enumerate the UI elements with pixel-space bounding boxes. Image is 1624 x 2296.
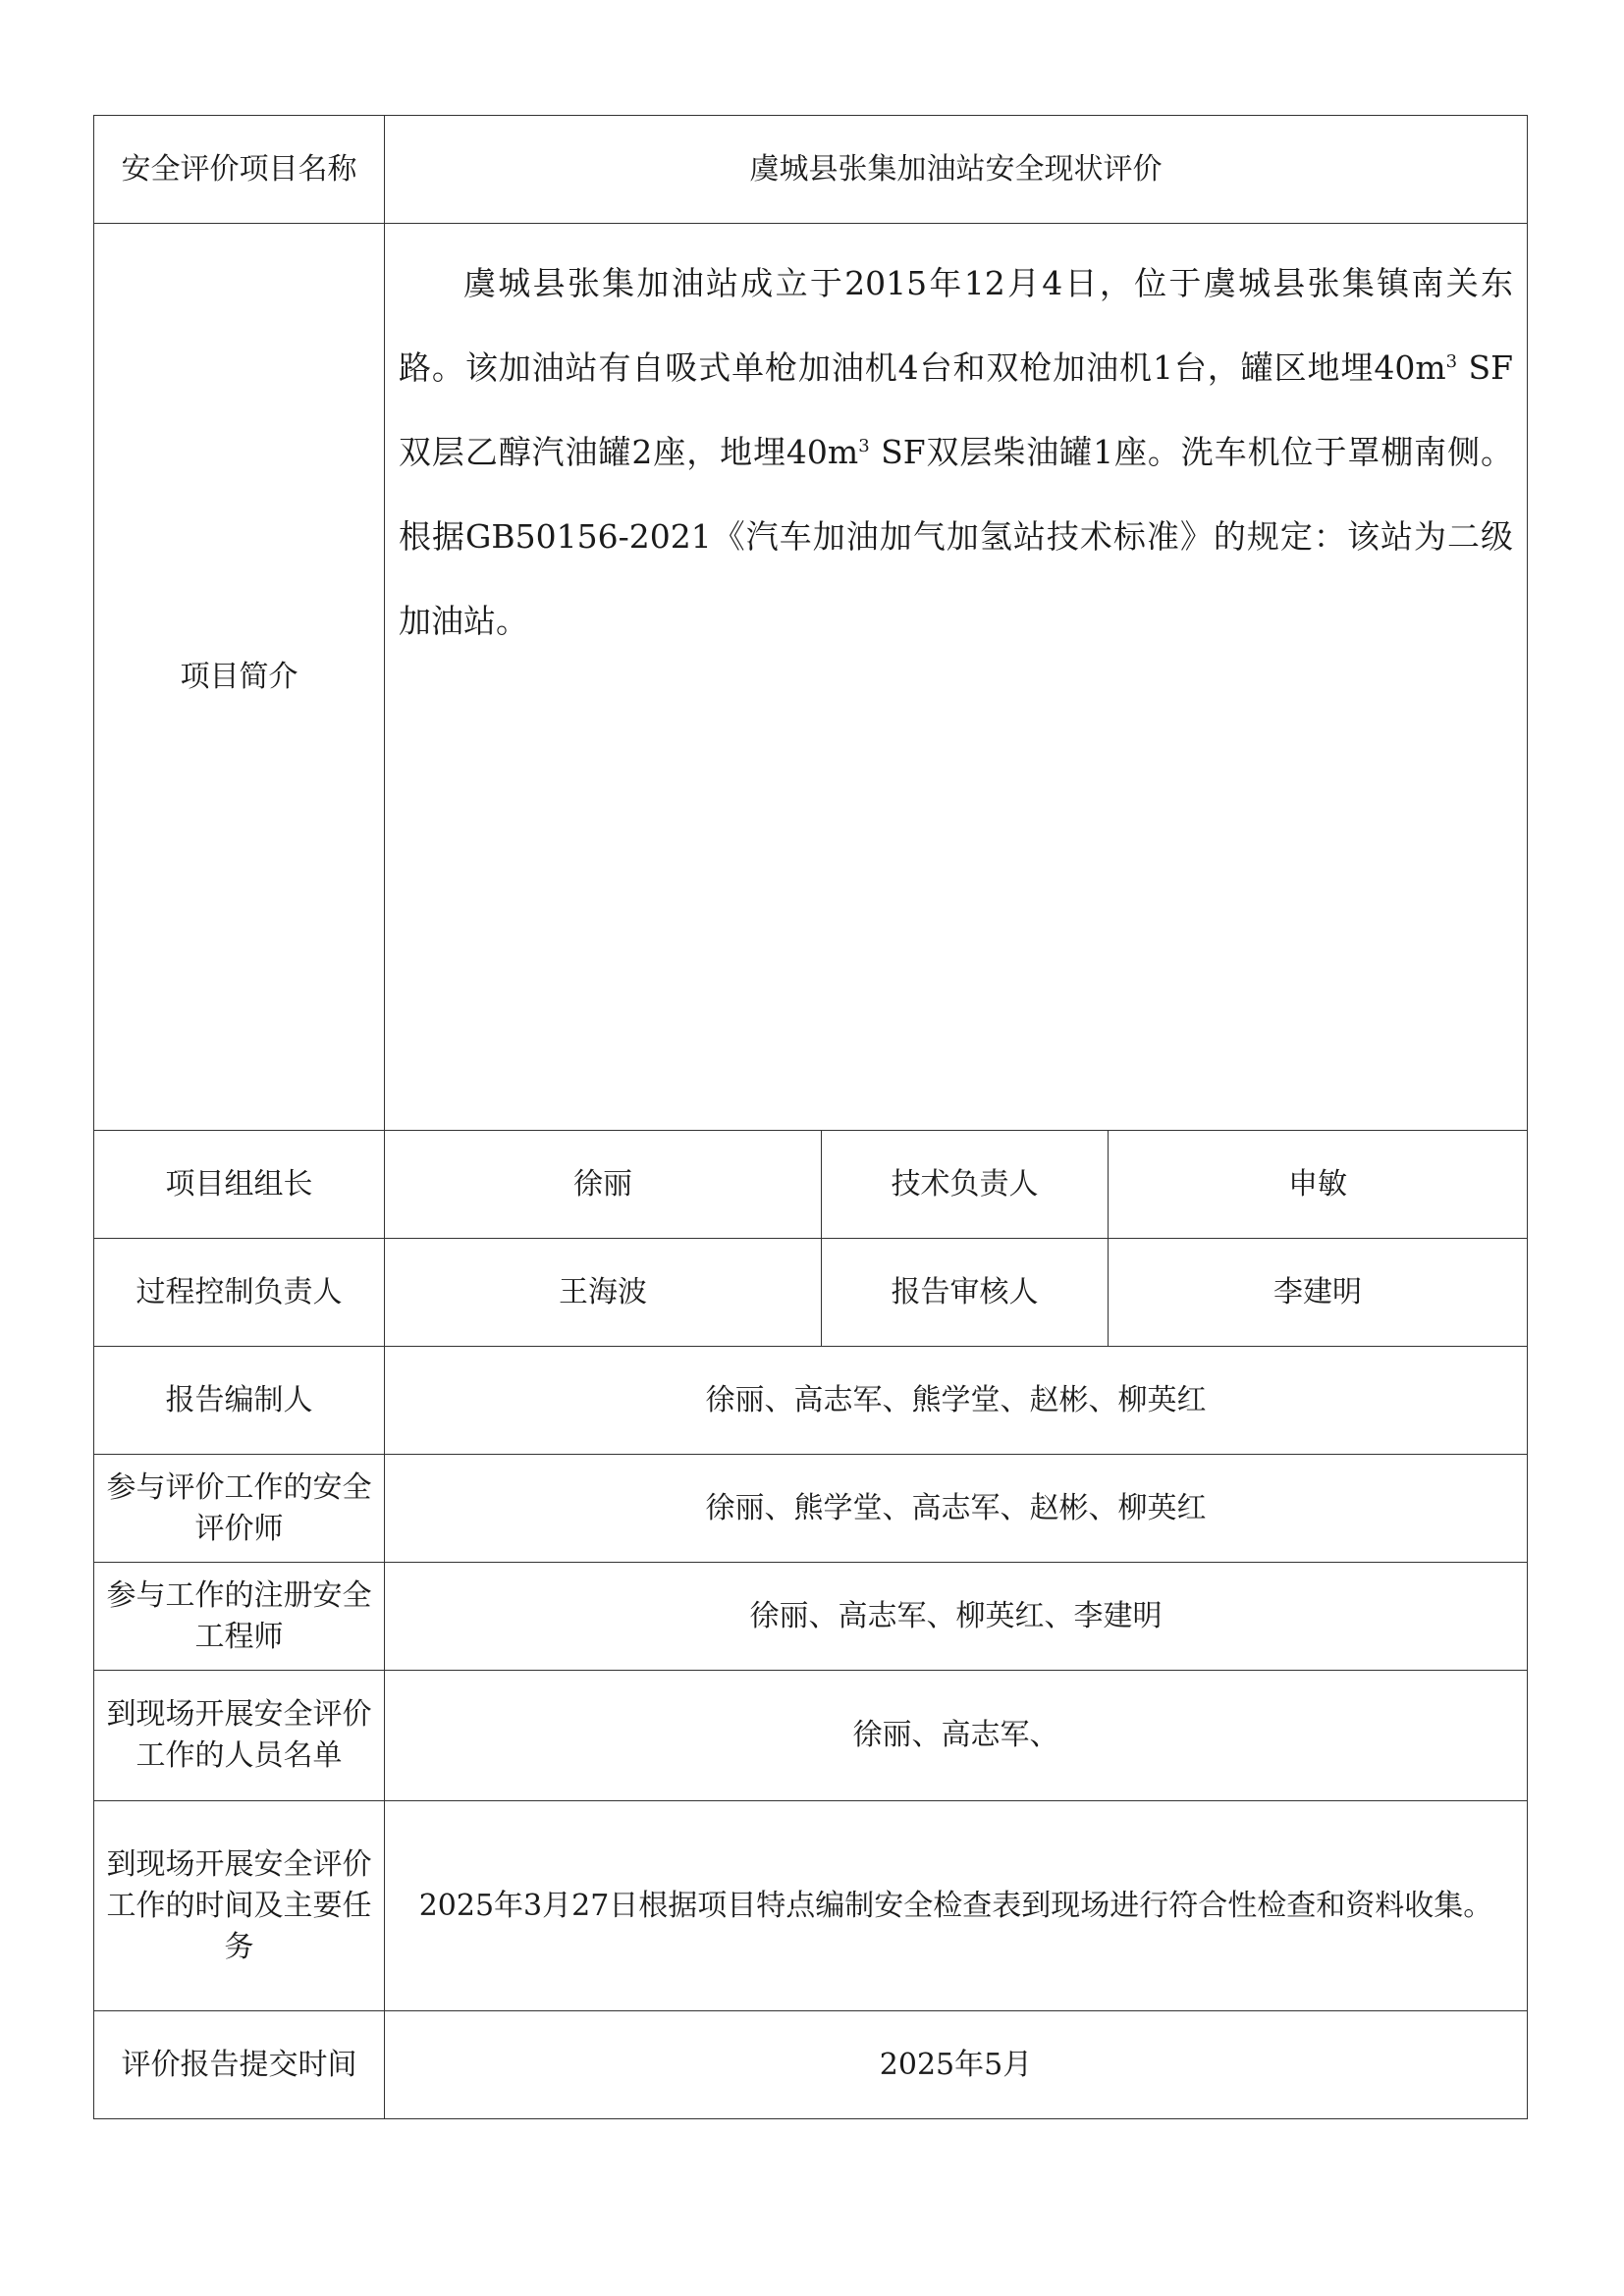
report-reviewer-label: 报告审核人 [822,1239,1109,1347]
onsite-time-row [94,1801,1528,2011]
onsite-staff-label: 到现场开展安全评价工作的人员名单 [94,1671,385,1801]
project-name-row [94,116,1528,224]
engineers-row [94,1563,1528,1671]
compilers-value: 徐丽、高志军、熊学堂、赵彬、柳英红 [385,1347,1528,1455]
process-control-label: 过程控制负责人 [94,1239,385,1347]
compilers-row [94,1347,1528,1455]
onsite-staff-value: 徐丽、高志军、 [385,1671,1528,1801]
submit-time-row [94,2011,1528,2119]
tech-lead-value: 申敏 [1109,1131,1528,1239]
team-leader-row [94,1131,1528,1239]
process-control-value: 王海波 [385,1239,822,1347]
intro-paragraph [399,241,1513,664]
intro-label: 项目简介 [94,224,385,1131]
team-leader-label: 项目组组长 [94,1131,385,1239]
tech-lead-label: 技术负责人 [822,1131,1109,1239]
onsite-time-value: 2025年3月27日根据项目特点编制安全检查表到现场进行符合性检查和资料收集。 [385,1801,1528,2011]
onsite-time-label: 到现场开展安全评价工作的时间及主要任务 [94,1801,385,2011]
submit-time-label: 评价报告提交时间 [94,2011,385,2119]
superscript-cubic: 3 [858,436,870,456]
intro-row [94,224,1528,1131]
evaluators-row [94,1455,1528,1563]
evaluators-label: 参与评价工作的安全评价师 [94,1455,385,1563]
project-name-label: 安全评价项目名称 [94,116,385,224]
intro-text-part-1: 虞城县张集加油站成立于2015年12月4日，位于虞城县张集镇南关东路。该加油站有自吸式单枪加油机4台和双枪加油机1台，罐区地埋40m [399,264,1513,387]
report-reviewer-value: 李建明 [1109,1239,1528,1347]
evaluators-value: 徐丽、熊学堂、高志军、赵彬、柳英红 [385,1455,1528,1563]
engineers-value: 徐丽、高志军、柳英红、李建明 [385,1563,1528,1671]
engineers-label: 参与工作的注册安全工程师 [94,1563,385,1671]
compilers-label: 报告编制人 [94,1347,385,1455]
intro-text-part-3: SF双层柴油罐1座。洗车机位于罩棚南侧。根据GB50156-2021《汽车加油加气加氢站技术标准》的规定：该站为二级加油站。 [399,433,1514,640]
intro-text-part-2: SF双层乙醇汽油罐2座，地埋40m [399,348,1513,471]
team-leader-value: 徐丽 [385,1131,822,1239]
intro-cell [385,224,1528,1131]
safety-evaluation-info-table [93,115,1528,2119]
submit-time-value: 2025年5月 [385,2011,1528,2119]
project-name-value: 虞城县张集加油站安全现状评价 [385,116,1528,224]
onsite-staff-row [94,1671,1528,1801]
process-control-row [94,1239,1528,1347]
superscript-cubic: 3 [1445,351,1458,372]
